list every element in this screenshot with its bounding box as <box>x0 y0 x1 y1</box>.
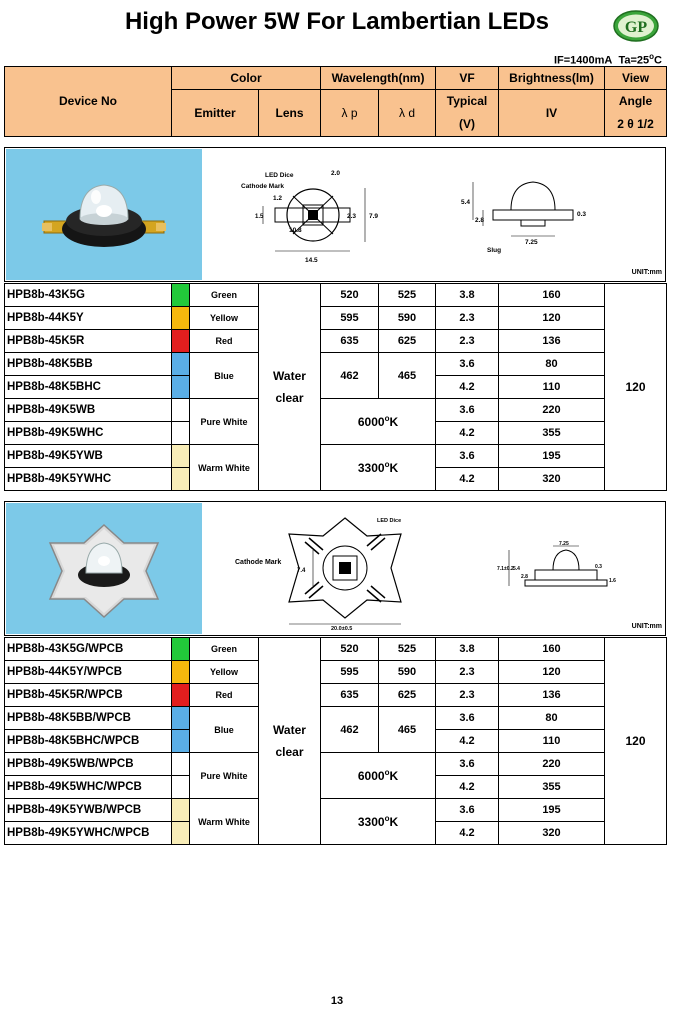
device-number: HPB8b-44K5Y <box>5 307 172 330</box>
cct-value: 6000$^o$K <box>321 399 436 445</box>
vf-value: 2.3 <box>436 684 499 707</box>
color-swatch-red <box>172 330 190 353</box>
svg-text:7.1±0.2: 7.1±0.2 <box>497 566 514 572</box>
vf-unit-label: (V) <box>459 117 476 131</box>
iv-value: 220 <box>499 399 605 422</box>
angle-header <box>605 90 667 137</box>
emitter-name: Blue <box>190 707 259 753</box>
view-header: View <box>605 67 667 90</box>
color-swatch-blue <box>172 730 190 753</box>
color-swatch-blue <box>172 353 190 376</box>
svg-text:LED Dice: LED Dice <box>265 172 294 179</box>
lens-clear: clear <box>275 745 304 759</box>
iv-value: 320 <box>499 468 605 491</box>
cct-value: 3300$^o$K <box>321 799 436 845</box>
iv-value: 320 <box>499 822 605 845</box>
color-swatch-white <box>172 776 190 799</box>
device-number: HPB8b-43K5G/WPCB <box>5 638 172 661</box>
svg-text:2.0: 2.0 <box>331 170 341 177</box>
vf-value: 4.2 <box>436 776 499 799</box>
lens-header: Lens <box>259 90 321 137</box>
test-conditions <box>554 52 662 67</box>
svg-text:10.8: 10.8 <box>289 227 302 234</box>
emitter-name: Pure White <box>190 399 259 445</box>
svg-text:1.6: 1.6 <box>609 578 616 584</box>
ta-condition: Ta=25 <box>618 54 650 67</box>
lambda-d: 590 <box>379 661 436 684</box>
led-star-image <box>6 503 202 634</box>
lambda-p: 635 <box>321 330 379 353</box>
emitter-name: Warm White <box>190 445 259 491</box>
emitter-name: Green <box>190 284 259 307</box>
lambda-p: 520 <box>321 638 379 661</box>
angle-label: Angle <box>618 94 653 108</box>
vf-value: 3.6 <box>436 445 499 468</box>
svg-text:7.9: 7.9 <box>369 213 379 220</box>
iv-value: 120 <box>499 307 605 330</box>
svg-text:7.25: 7.25 <box>525 239 538 246</box>
lambda-p: 595 <box>321 661 379 684</box>
cct-value: 6000$^o$K <box>321 753 436 799</box>
emitter-header: Emitter <box>172 90 259 137</box>
iv-value: 220 <box>499 753 605 776</box>
svg-text:14.5: 14.5 <box>305 257 318 264</box>
color-swatch-white <box>172 422 190 445</box>
angle-symbol: 2 θ 1/2 <box>617 117 654 131</box>
iv-value: 80 <box>499 353 605 376</box>
vf-value: 4.2 <box>436 468 499 491</box>
svg-text:7.25: 7.25 <box>559 541 569 547</box>
vf-value: 3.6 <box>436 799 499 822</box>
vf-value: 4.2 <box>436 422 499 445</box>
svg-text:2.8: 2.8 <box>521 574 528 580</box>
vf-value: 2.3 <box>436 661 499 684</box>
vf-value: 3.8 <box>436 638 499 661</box>
vf-value: 2.3 <box>436 307 499 330</box>
lambda-d: 465 <box>379 707 436 753</box>
color-swatch-yellow <box>172 661 190 684</box>
device-number: HPB8b-48K5BHC <box>5 376 172 399</box>
svg-text:2.8: 2.8 <box>475 217 485 224</box>
color-swatch-warm-white <box>172 822 190 845</box>
product-panel-1 <box>4 147 666 282</box>
emitter-name: Yellow <box>190 661 259 684</box>
svg-text:Cathode Mark: Cathode Mark <box>241 183 284 190</box>
color-swatch-warm-white <box>172 468 190 491</box>
page-number: 13 <box>330 995 344 1007</box>
spec-table-2 <box>4 637 667 845</box>
color-swatch-red <box>172 684 190 707</box>
lambda-d-header: λ d <box>379 90 436 137</box>
lambda-d: 590 <box>379 307 436 330</box>
lambda-p-header: λ p <box>321 90 379 137</box>
device-no-header: Device No <box>5 67 172 137</box>
view-angle-value: 120 <box>605 638 667 845</box>
color-swatch-white <box>172 399 190 422</box>
svg-text:2.3: 2.3 <box>347 213 357 220</box>
device-number: HPB8b-49K5YWHC/WPCB <box>5 822 172 845</box>
svg-text:0.3: 0.3 <box>595 564 602 570</box>
spec-header <box>4 66 667 137</box>
color-swatch-blue <box>172 707 190 730</box>
lambda-d: 625 <box>379 684 436 707</box>
lambda-p: 635 <box>321 684 379 707</box>
side-view-drawing-1 <box>453 166 613 266</box>
color-swatch-white <box>172 753 190 776</box>
iv-value: 160 <box>499 284 605 307</box>
led-image <box>6 149 202 280</box>
iv-value: 160 <box>499 638 605 661</box>
vf-typical-header <box>436 90 499 137</box>
device-number: HPB8b-49K5WB <box>5 399 172 422</box>
product-panel-2 <box>4 501 666 636</box>
color-swatch-green <box>172 284 190 307</box>
lens-cell <box>259 638 321 845</box>
unit-label-1: UNIT:mm <box>631 269 662 276</box>
device-number: HPB8b-48K5BB/WPCB <box>5 707 172 730</box>
iv-value: 195 <box>499 799 605 822</box>
iv-value: 355 <box>499 776 605 799</box>
device-number: HPB8b-45K5R <box>5 330 172 353</box>
iv-value: 120 <box>499 661 605 684</box>
device-number: HPB8b-44K5Y/WPCB <box>5 661 172 684</box>
vf-value: 3.6 <box>436 353 499 376</box>
svg-text:5.4: 5.4 <box>461 199 471 206</box>
dimension-drawing-2 <box>233 512 443 632</box>
led-photo-1 <box>6 149 202 280</box>
color-swatch-warm-white <box>172 799 190 822</box>
vf-header: VF <box>436 67 499 90</box>
iv-header: IV <box>499 90 605 137</box>
device-number: HPB8b-43K5G <box>5 284 172 307</box>
iv-value: 110 <box>499 730 605 753</box>
iv-value: 355 <box>499 422 605 445</box>
svg-text:Slug: Slug <box>487 247 502 254</box>
unit-label-2: UNIT:mm <box>631 623 662 630</box>
device-number: HPB8b-49K5YWHC <box>5 468 172 491</box>
vf-value: 3.6 <box>436 399 499 422</box>
svg-text:20.0±0.5: 20.0±0.5 <box>331 626 353 632</box>
vf-value: 3.6 <box>436 707 499 730</box>
emitter-name: Yellow <box>190 307 259 330</box>
typical-label: Typical <box>446 94 488 108</box>
emitter-name: Blue <box>190 353 259 399</box>
svg-text:7.4: 7.4 <box>297 568 306 574</box>
svg-text:1.2: 1.2 <box>273 195 283 202</box>
dimension-drawing-1 <box>235 166 445 271</box>
brightness-header: Brightness(lm) <box>499 67 605 90</box>
gp-logo <box>613 10 659 42</box>
lens-cell <box>259 284 321 491</box>
lambda-d: 465 <box>379 353 436 399</box>
lambda-p: 595 <box>321 307 379 330</box>
cct-value: 3300$^o$K <box>321 445 436 491</box>
lambda-p: 462 <box>321 353 379 399</box>
device-number: HPB8b-49K5YWB/WPCB <box>5 799 172 822</box>
emitter-name: Warm White <box>190 799 259 845</box>
spec-table-1 <box>4 283 667 491</box>
color-swatch-green <box>172 638 190 661</box>
lambda-p: 520 <box>321 284 379 307</box>
svg-text:1.5: 1.5 <box>255 214 264 220</box>
svg-text:5.4: 5.4 <box>513 566 520 572</box>
degree-mark: o <box>649 52 655 61</box>
svg-text:GP: GP <box>624 19 648 36</box>
vf-value: 2.3 <box>436 330 499 353</box>
side-view-drawing-2 <box>495 540 625 604</box>
emitter-name: Pure White <box>190 753 259 799</box>
view-angle-value: 120 <box>605 284 667 491</box>
lambda-d: 525 <box>379 284 436 307</box>
lens-water: Water <box>273 369 306 383</box>
led-photo-2 <box>6 503 202 634</box>
if-condition: IF=1400mA <box>553 54 613 67</box>
emitter-name: Green <box>190 638 259 661</box>
vf-value: 4.2 <box>436 822 499 845</box>
emitter-name: Red <box>190 330 259 353</box>
iv-value: 110 <box>499 376 605 399</box>
vf-value: 4.2 <box>436 376 499 399</box>
vf-value: 4.2 <box>436 730 499 753</box>
svg-text:Cathode Mark: Cathode Mark <box>235 559 282 566</box>
emitter-name: Red <box>190 684 259 707</box>
iv-value: 80 <box>499 707 605 730</box>
color-swatch-warm-white <box>172 445 190 468</box>
vf-value: 3.8 <box>436 284 499 307</box>
vf-value: 3.6 <box>436 753 499 776</box>
device-number: HPB8b-48K5BB <box>5 353 172 376</box>
lambda-p: 462 <box>321 707 379 753</box>
svg-text:0.3: 0.3 <box>577 211 587 218</box>
wavelength-header: Wavelength(nm) <box>321 67 436 90</box>
color-header: Color <box>172 67 321 90</box>
page-title: High Power 5W For Lambertian LEDs <box>124 8 550 35</box>
ta-unit: C <box>654 54 662 67</box>
color-swatch-yellow <box>172 307 190 330</box>
device-number: HPB8b-48K5BHC/WPCB <box>5 730 172 753</box>
iv-value: 136 <box>499 684 605 707</box>
device-number: HPB8b-49K5WHC <box>5 422 172 445</box>
lambda-d: 525 <box>379 638 436 661</box>
svg-text:LED Dice: LED Dice <box>377 518 402 524</box>
lens-clear: clear <box>275 391 304 405</box>
iv-value: 195 <box>499 445 605 468</box>
device-number: HPB8b-49K5WB/WPCB <box>5 753 172 776</box>
device-number: HPB8b-49K5YWB <box>5 445 172 468</box>
lens-water: Water <box>273 723 306 737</box>
iv-value: 136 <box>499 330 605 353</box>
color-swatch-blue <box>172 376 190 399</box>
device-number: HPB8b-45K5R/WPCB <box>5 684 172 707</box>
lambda-d: 625 <box>379 330 436 353</box>
device-number: HPB8b-49K5WHC/WPCB <box>5 776 172 799</box>
